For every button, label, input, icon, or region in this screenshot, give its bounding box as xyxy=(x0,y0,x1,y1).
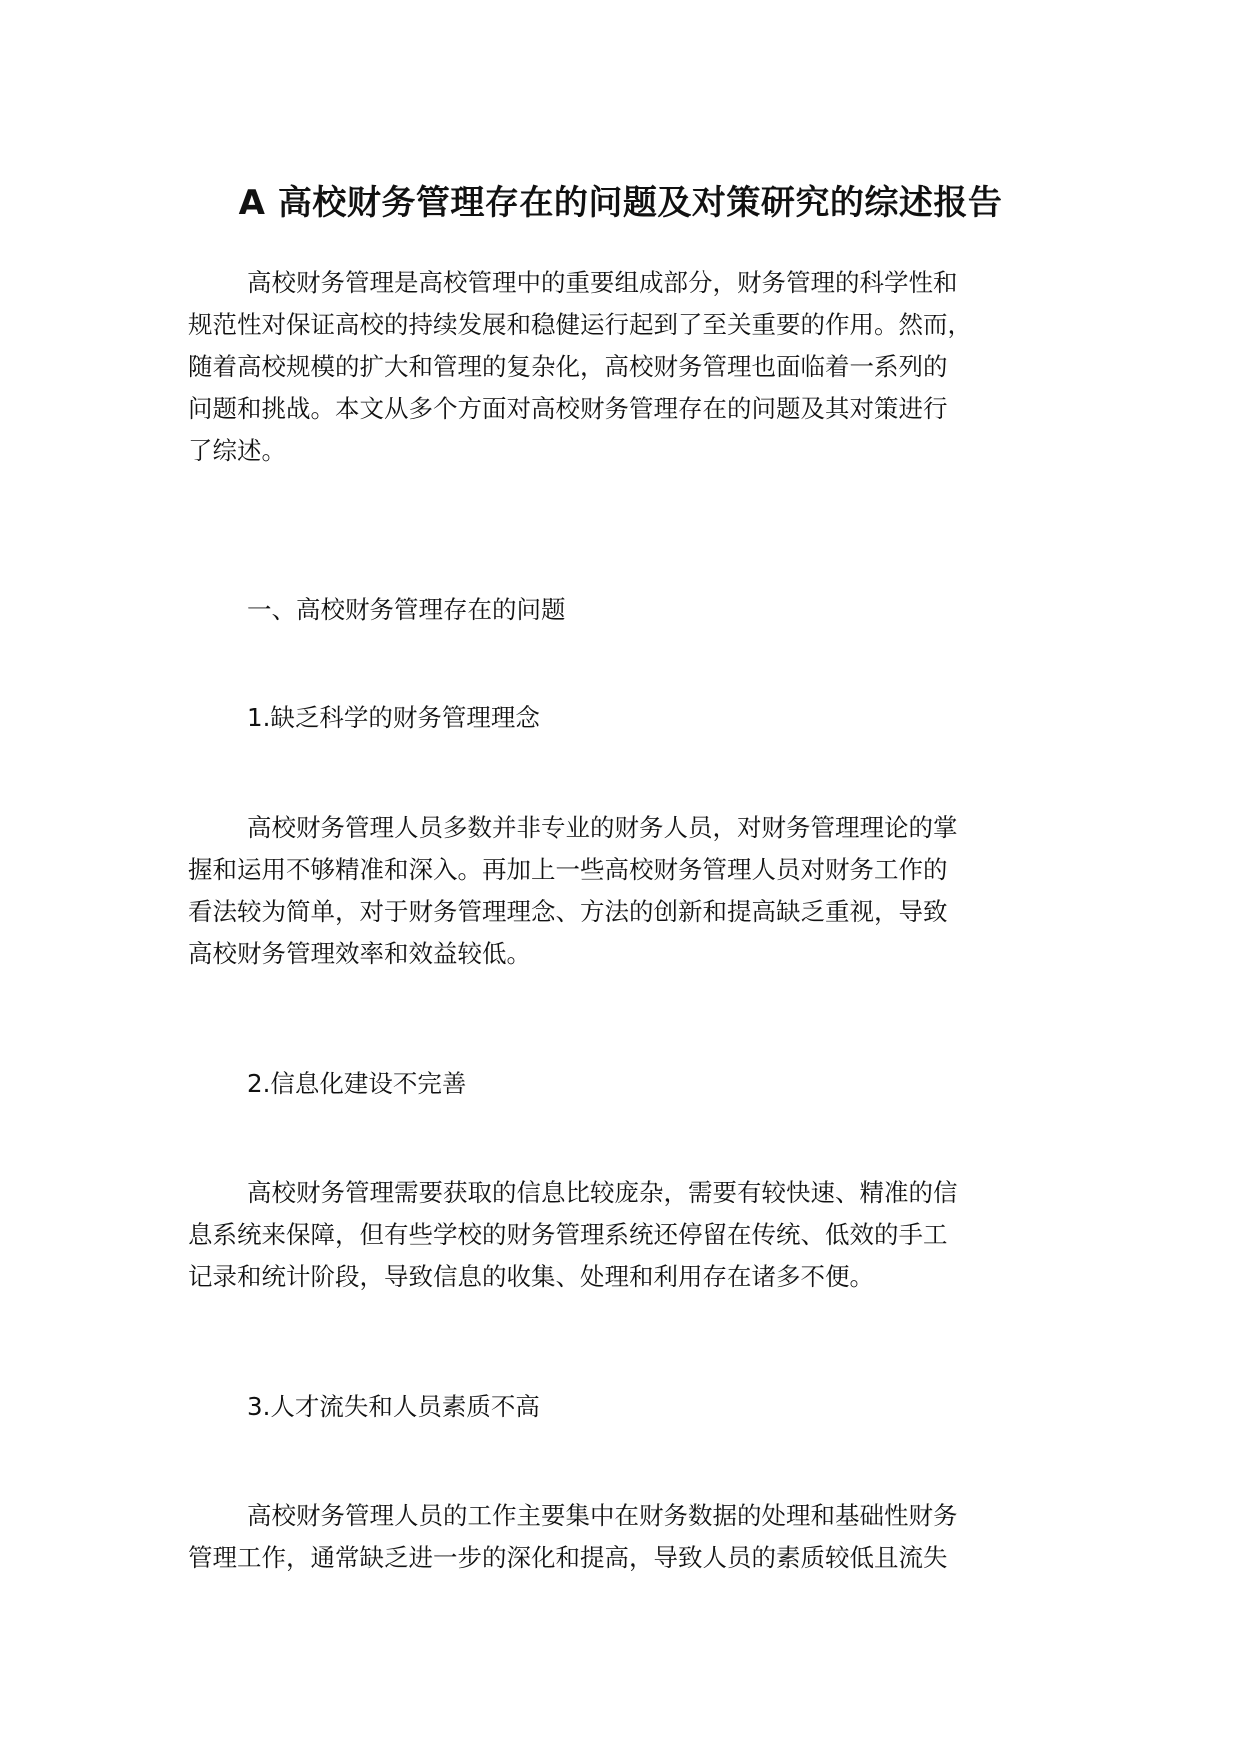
paragraph-line: 记录和统计阶段，导致信息的收集、处理和利用存在诸多不便。 xyxy=(188,1262,874,1291)
paragraph-line: 问题和挑战。本文从多个方面对高校财务管理存在的问题及其对策进行 xyxy=(188,394,948,423)
subsection-heading-3 xyxy=(188,1386,1088,1428)
section-heading xyxy=(188,589,1088,631)
subsection-heading-text: 2.信息化建设不完善 xyxy=(247,1069,467,1098)
paragraph-line: 高校财务管理是高校管理中的重要组成部分，财务管理的科学性和 xyxy=(247,268,958,297)
subsection-paragraph-1 xyxy=(188,807,1088,975)
paragraph-line: 管理工作，通常缺乏进一步的深化和提高，导致人员的素质较低且流失 xyxy=(188,1543,948,1572)
paragraph-line: 高校财务管理效率和效益较低。 xyxy=(188,939,531,968)
paragraph-line: 息系统来保障，但有些学校的财务管理系统还停留在传统、低效的手工 xyxy=(188,1220,948,1249)
document-title: A 高校财务管理存在的问题及对策研究的综述报告 xyxy=(238,183,1003,223)
subsection-heading-1 xyxy=(188,697,1088,739)
section-heading-text: 一、高校财务管理存在的问题 xyxy=(247,595,566,624)
intro-paragraph xyxy=(188,262,1088,472)
subsection-paragraph-3 xyxy=(188,1495,1088,1579)
paragraph-line: 了综述。 xyxy=(188,436,286,465)
paragraph-line: 高校财务管理人员的工作主要集中在财务数据的处理和基础性财务 xyxy=(247,1501,958,1530)
paragraph-line: 随着高校规模的扩大和管理的复杂化，高校财务管理也面临着一系列的 xyxy=(188,352,948,381)
paragraph-line: 握和运用不够精准和深入。再加上一些高校财务管理人员对财务工作的 xyxy=(188,855,948,884)
subsection-heading-text: 3.人才流失和人员素质不高 xyxy=(247,1392,540,1421)
paragraph-line: 高校财务管理需要获取的信息比较庞杂，需要有较快速、精准的信 xyxy=(247,1178,958,1207)
paragraph-line: 规范性对保证高校的持续发展和稳健运行起到了至关重要的作用。然而， xyxy=(188,310,972,339)
subsection-heading-2 xyxy=(188,1063,1088,1105)
subsection-paragraph-2 xyxy=(188,1172,1088,1298)
paragraph-line: 高校财务管理人员多数并非专业的财务人员，对财务管理理论的掌 xyxy=(247,813,958,842)
subsection-heading-text: 1.缺乏科学的财务管理理念 xyxy=(247,703,540,732)
paragraph-line: 看法较为简单，对于财务管理理念、方法的创新和提高缺乏重视，导致 xyxy=(188,897,948,926)
